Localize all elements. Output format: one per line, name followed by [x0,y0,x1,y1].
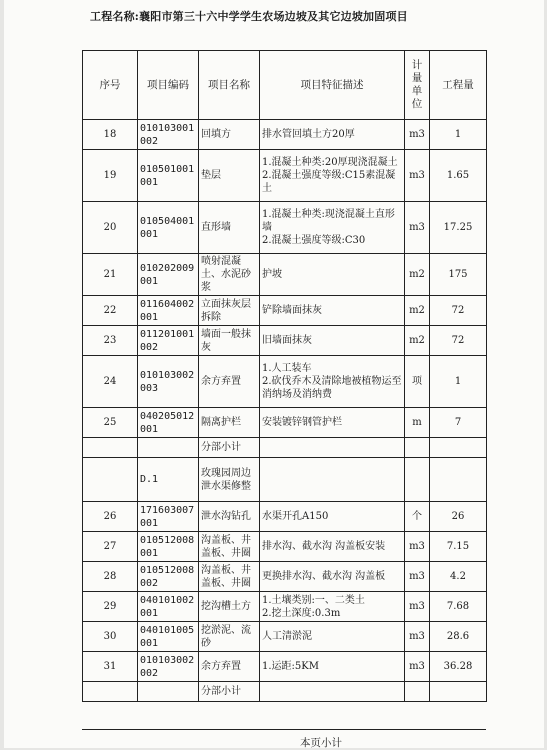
item-code [138,682,199,702]
item-quantity [430,438,487,458]
table-row [83,592,487,622]
item-name: 余方弃置 [199,652,260,682]
item-code: 040205012001 [138,408,199,438]
item-description: 1.运距:5KM [260,652,405,682]
item-unit: 个 [405,502,430,532]
item-code: 010202009001 [138,254,199,296]
item-name: 墙面一般抹灰 [199,326,260,356]
item-quantity: 1.65 [430,150,487,202]
project-label: 工程名称: [90,10,140,23]
item-unit: m3 [405,562,430,592]
item-quantity: 28.6 [430,622,487,652]
row-number: 29 [83,592,138,622]
item-description [260,438,405,458]
item-code: 010512008002 [138,562,199,592]
item-name: 立面抹灰层拆除 [199,296,260,326]
item-code: 040101005001 [138,622,199,652]
table-row [83,120,487,150]
item-unit: m3 [405,202,430,254]
item-name: 分部小计 [199,682,260,702]
item-name: 直形墙 [199,202,260,254]
item-quantity: 36.28 [430,652,487,682]
item-unit: m2 [405,254,430,296]
item-code [138,438,199,458]
table-row [83,562,487,592]
table-row [83,458,487,502]
item-unit [405,458,430,502]
row-number [83,438,138,458]
item-unit: m3 [405,120,430,150]
item-unit: m [405,408,430,438]
row-number [83,682,138,702]
row-number: 21 [83,254,138,296]
item-quantity: 175 [430,254,487,296]
row-number: 18 [83,120,138,150]
row-number: 26 [83,502,138,532]
item-description: 排水管回填土方20厚 [260,120,405,150]
item-quantity [430,682,487,702]
item-name: 回填方 [199,120,260,150]
row-number: 30 [83,622,138,652]
table-row [83,438,487,458]
item-name: 分部小计 [199,438,260,458]
row-number: 31 [83,652,138,682]
item-code: 010103001002 [138,120,199,150]
item-quantity: 4.2 [430,562,487,592]
item-name: 玫瑰园周边泄水渠修整 [199,458,260,502]
table-row [83,622,487,652]
row-number: 25 [83,408,138,438]
column-header-no: 序号 [83,51,138,120]
row-number: 27 [83,532,138,562]
item-description: 护坡 [260,254,405,296]
item-code: 010103002003 [138,356,199,408]
column-header-unit: 计量单位 [405,51,430,120]
row-number: 20 [83,202,138,254]
item-quantity: 72 [430,326,487,356]
bill-of-quantities-table [82,50,487,702]
item-code: 010512008001 [138,532,199,562]
project-name: 襄阳市第三十六中学学生农场边坡及其它边坡加固项目 [139,10,408,23]
table-row [83,682,487,702]
item-description: 更换排水沟、截水沟 沟盖板 [260,562,405,592]
item-name: 挖淤泥、流砂 [199,622,260,652]
table-body [83,120,487,702]
project-title [90,10,450,23]
item-description: 1.土壤类别:一、二类土 2.挖土深度:0.3m [260,592,405,622]
item-description [260,682,405,702]
item-quantity: 1 [430,120,487,150]
row-number: 19 [83,150,138,202]
item-code: 011604002001 [138,296,199,326]
item-name: 沟盖板、井盖板、井圈 [199,562,260,592]
table-row [83,652,487,682]
table-row [83,532,487,562]
item-unit: m2 [405,296,430,326]
column-header-desc: 项目特征描述 [260,51,405,120]
column-header-name: 项目名称 [199,51,260,120]
item-code: 010103002002 [138,652,199,682]
item-quantity [430,458,487,502]
item-unit [405,438,430,458]
item-quantity: 7.15 [430,532,487,562]
table-row [83,408,487,438]
row-number: 28 [83,562,138,592]
item-unit: 项 [405,356,430,408]
column-header-code: 项目编码 [138,51,199,120]
item-code: 040101002001 [138,592,199,622]
item-unit: m3 [405,150,430,202]
row-number [83,458,138,502]
table-row [83,502,487,532]
item-name: 垫层 [199,150,260,202]
item-description: 旧墙面抹灰 [260,326,405,356]
item-description: 铲除墙面抹灰 [260,296,405,326]
item-code: 010501001001 [138,150,199,202]
item-quantity: 7.68 [430,592,487,622]
table-header-row [83,51,487,120]
item-description: 1.混凝土种类:20厚现浇混凝土 2.混凝土强度等级:C15素混凝土 [260,150,405,202]
item-quantity: 17.25 [430,202,487,254]
row-number: 24 [83,356,138,408]
item-code: 010504001001 [138,202,199,254]
item-unit: m3 [405,622,430,652]
item-description: 水渠开孔A150 [260,502,405,532]
column-header-qty: 工程量 [430,51,487,120]
item-description: 安装镀锌钢管护栏 [260,408,405,438]
item-unit: m2 [405,326,430,356]
item-name: 沟盖板、井盖板、井圈 [199,532,260,562]
item-unit: m3 [405,532,430,562]
item-unit: m3 [405,652,430,682]
item-description: 人工清淤泥 [260,622,405,652]
page-subtotal-label: 本页小计 [300,737,342,749]
item-quantity: 1 [430,356,487,408]
item-name: 泄水沟钻孔 [199,502,260,532]
item-quantity: 26 [430,502,487,532]
table-row [83,356,487,408]
item-quantity: 7 [430,408,487,438]
item-name: 挖沟槽土方 [199,592,260,622]
table-row [83,296,487,326]
item-code: D.1 [138,458,199,502]
item-quantity: 72 [430,296,487,326]
item-unit: m3 [405,592,430,622]
table-row [83,150,487,202]
item-name: 喷射混凝土、水泥砂浆 [199,254,260,296]
item-description [260,458,405,502]
row-number: 23 [83,326,138,356]
item-unit [405,682,430,702]
table-row [83,326,487,356]
item-name: 余方弃置 [199,356,260,408]
item-code: 011201001002 [138,326,199,356]
item-description: 1.人工装车 2.砍伐乔木及清除地被植物运至消纳场及消纳费 [260,356,405,408]
item-name: 隔离护栏 [199,408,260,438]
table-row [83,202,487,254]
footer-divider [82,729,486,730]
item-description: 1.混凝土种类:现浇混凝土直形墙 2.混凝土强度等级:C30 [260,202,405,254]
item-code: 171603007001 [138,502,199,532]
row-number: 22 [83,296,138,326]
table-row [83,254,487,296]
item-description: 排水沟、截水沟 沟盖板安装 [260,532,405,562]
